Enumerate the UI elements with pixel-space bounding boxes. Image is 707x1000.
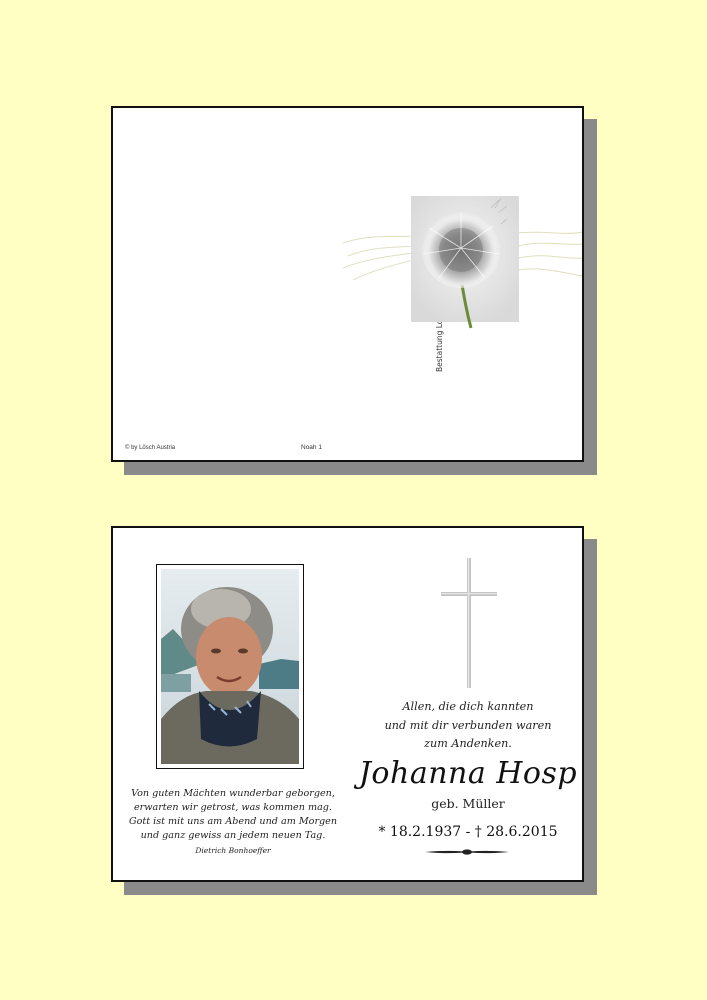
portrait-frame <box>156 564 304 769</box>
outer-card <box>111 106 584 462</box>
life-dates: * 18.2.1937 - † 28.6.2015 <box>378 824 558 840</box>
remembrance-text <box>353 698 583 754</box>
portrait-photo <box>161 569 299 764</box>
quote-block <box>123 787 343 858</box>
design-name: Noah 1 <box>301 444 322 451</box>
cross-icon <box>441 558 497 688</box>
quote-line: Von guten Mächten wunderbar geborgen, <box>131 788 335 799</box>
inner-card <box>111 526 584 882</box>
quote-line: und ganz gewiss an jedem neuen Tag. <box>140 830 326 841</box>
quote-line: erwarten wir getrost, was kommen mag. <box>134 802 332 813</box>
dandelion-image <box>343 188 583 338</box>
remembrance-line: zum Andenken. <box>424 737 512 750</box>
quote-line: Gott ist mit uns am Abend und am Morgen <box>128 816 338 827</box>
quote-author: Dietrich Bonhoeffer <box>195 846 271 855</box>
maiden-name: geb. Müller <box>431 796 505 811</box>
remembrance-line: Allen, die dich kannten <box>402 700 534 713</box>
remembrance-line: und mit dir verbunden waren <box>384 718 552 732</box>
copyright-text: © by Lösch Austria <box>125 445 176 451</box>
deceased-name: Johanna Hosp <box>358 756 578 791</box>
ornament-divider <box>425 848 509 856</box>
